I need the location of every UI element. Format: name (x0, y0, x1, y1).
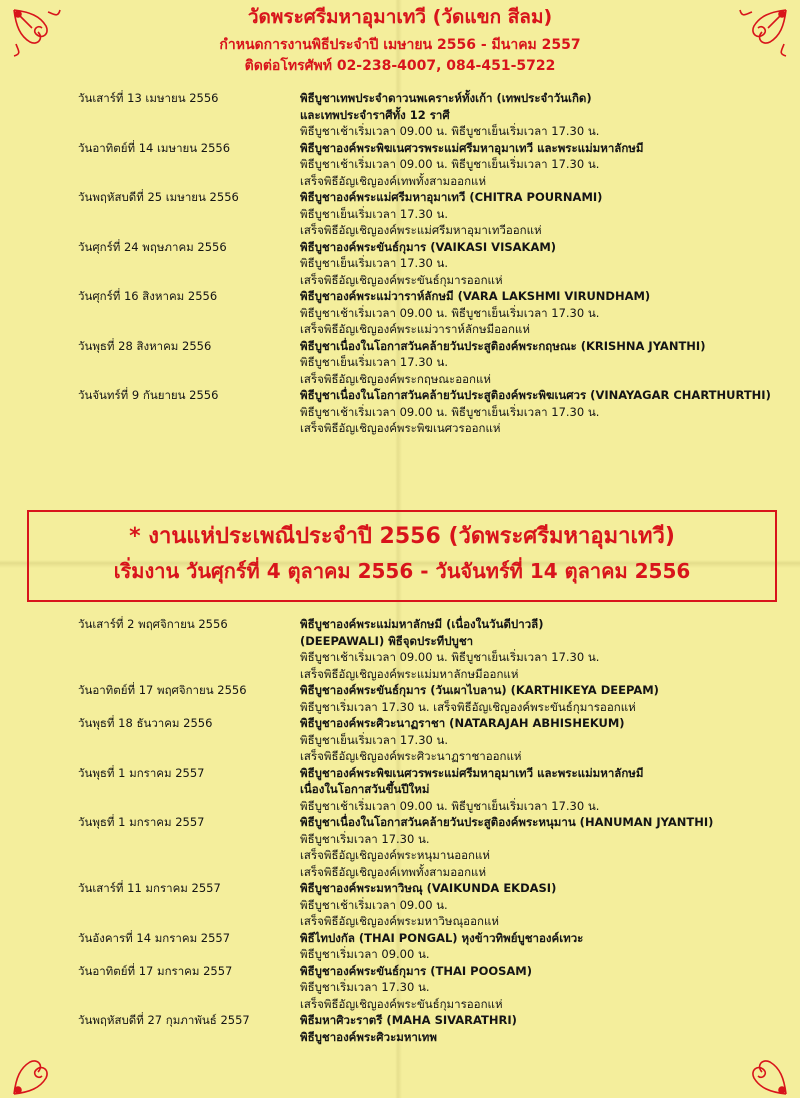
event-time-note: พิธีบูชาเช้าเริ่มเวลา 09.00 น. พิธีบูชาเย็นเริ่มเวลา 17.30 น. (300, 650, 600, 664)
events-list-before-festival (0, 90, 800, 437)
event-time-note: เสร็จพิธีอัญเชิญองค์พระขันธ์กุมารออกแห่ (300, 272, 503, 287)
event-time-note: เสร็จพิธีอัญเชิญองค์พระมหาวิษณุออกแห่ (300, 914, 499, 928)
page-header (0, 4, 800, 76)
event-ceremony-name: พิธีบูชาองค์พระพิฆเนศวรพระแม่ศรีมหาอุมาเทวี และพระแม่มหาลักษมี (300, 765, 644, 780)
temple-title: วัดพระศรีมหาอุมาเทวี (วัดแขก สีลม) (247, 6, 553, 28)
event-time-note: พิธีบูชาเช้าเริ่มเวลา 09.00 น. (300, 897, 448, 912)
event-details (300, 140, 800, 190)
event-date: วันพุธที่ 1 มกราคม 2557 (78, 815, 205, 829)
event-details (300, 338, 800, 388)
event-details (300, 814, 800, 880)
event-date: วันอาทิตย์ที่ 17 พฤศจิกายน 2556 (78, 683, 247, 697)
event-date: วันอาทิตย์ที่ 17 มกราคม 2557 (78, 963, 233, 978)
event-time-note: พิธีบูชาเริ่มเวลา 17.30 น. (300, 980, 430, 994)
event-time-note: เสร็จพิธีอัญเชิญองค์พระศิวะนาฏราชาออกแห่ (300, 749, 522, 763)
event-date: วันจันทร์ที่ 9 กันยายน 2556 (78, 388, 219, 402)
event-ceremony-name: พิธีบูชาเนื่องในโอกาสวันคล้ายวันประสูติองค์พระหนุมาน (HANUMAN JYANTHI) (300, 815, 714, 829)
event-date: วันพุธที่ 28 สิงหาคม 2556 (78, 338, 212, 353)
event-details (300, 930, 800, 963)
event-date: วันพฤหัสบดีที่ 25 เมษายน 2556 (78, 190, 239, 204)
event-item (0, 1012, 800, 1045)
event-ceremony-name: พิธีบูชาองค์พระขันธ์กุมาร (THAI POOSAM) (300, 963, 533, 978)
event-ceremony-name: พิธีบูชาองค์พระขันธ์กุมาร (VAIKASI VISAKAM) (300, 239, 557, 254)
event-ceremony-name: พิธีบูชาองค์พระพิฆเนศวรพระแม่ศรีมหาอุมาเทวี และพระแม่มหาลักษมี (300, 140, 644, 155)
event-details (300, 288, 800, 338)
event-ceremony-name: พิธีบูชาเนื่องในโอกาสวันคล้ายวันประสูติองค์พระกฤษณะ (KRISHNA JYANTHI) (300, 338, 706, 353)
event-item (0, 930, 800, 963)
event-time-note: เสร็จพิธีอัญเชิญองค์พระแม่ศรีมหาอุมาเทวีออกแห่ (300, 223, 542, 237)
event-details (300, 387, 800, 437)
event-date: วันเสาร์ที่ 13 เมษายน 2556 (78, 91, 219, 105)
event-time-note: พิธีบูชาเย็นเริ่มเวลา 17.30 น. (300, 355, 449, 369)
event-date: วันศุกร์ที่ 16 สิงหาคม 2556 (78, 289, 218, 303)
event-ceremony-name: เนื่องในโอกาสวันขึ้นปีใหม่ (300, 782, 430, 796)
event-details (300, 880, 800, 930)
event-details (300, 682, 800, 715)
event-time-note: เสร็จพิธีอัญเชิญองค์พระหนุมานออกแห่ (300, 848, 490, 862)
event-date: วันอาทิตย์ที่ 14 เมษายน 2556 (78, 140, 231, 155)
event-time-note: พิธีบูชาเย็นเริ่มเวลา 17.30 น. (300, 732, 449, 747)
festival-banner (27, 510, 777, 602)
event-time-note: พิธีบูชาเริ่มเวลา 17.30 น. เสร็จพิธีอัญเชิญองค์พระขันธ์กุมารออกแห่ (300, 699, 636, 714)
event-date: วันพฤหัสบดีที่ 27 กุมภาพันธ์ 2557 (78, 1013, 250, 1027)
event-ceremony-name: พิธีไทปงกัล (THAI PONGAL) หุงข้าวทิพย์บูชาองค์เทวะ (300, 930, 584, 945)
event-details (300, 239, 800, 289)
event-item (0, 288, 800, 338)
event-ceremony-name: พิธีบูชาองค์พระแม่มหาลักษมี (เนื่องในวันดีปาวลี) (300, 617, 544, 631)
event-item (0, 765, 800, 815)
event-ceremony-name: พิธีบูชาเทพประจำดาวนพเคราะห์ทั้งเก้า (เทพประจำวันเกิด) (300, 91, 592, 105)
event-item (0, 616, 800, 682)
event-date: วันพุธที่ 1 มกราคม 2557 (78, 765, 205, 780)
contact-phone: ติดต่อโทรศัพท์ 02-238-4007, 084-451-5722 (244, 58, 556, 74)
event-item (0, 140, 800, 190)
event-ceremony-name: พิธีบูชาองค์พระมหาวิษณุ (VAIKUNDA EKDASI) (300, 881, 557, 895)
event-details (300, 963, 800, 1013)
event-item (0, 338, 800, 388)
event-details (300, 715, 800, 765)
event-ceremony-name: พิธีบูชาองค์พระแม่วาราห์ลักษมี (VARA LAKSHMI VIRUNDHAM) (300, 289, 651, 303)
event-item (0, 880, 800, 930)
event-time-note: เสร็จพิธีอัญเชิญองค์พระแม่มหาลักษมีออกแห่ (300, 666, 519, 681)
event-ceremony-name: และเทพประจำราศีทั้ง 12 ราศี (300, 107, 450, 122)
event-time-note: เสร็จพิธีอัญเชิญองค์เทพทั้งสามออกแห่ (300, 173, 487, 188)
event-time-note: พิธีบูชาเช้าเริ่มเวลา 09.00 น. พิธีบูชาเย็นเริ่มเวลา 17.30 น. (300, 798, 600, 813)
event-time-note: พิธีบูชาเช้าเริ่มเวลา 09.00 น. พิธีบูชาเย็นเริ่มเวลา 17.30 น. (300, 404, 600, 419)
event-time-note: พิธีบูชาเช้าเริ่มเวลา 09.00 น. พิธีบูชาเย็นเริ่มเวลา 17.30 น. (300, 157, 600, 171)
events-list-after-festival (0, 616, 800, 1045)
event-time-note: พิธีบูชาเย็นเริ่มเวลา 17.30 น. (300, 206, 449, 221)
event-date: วันศุกร์ที่ 24 พฤษภาคม 2556 (78, 239, 227, 254)
event-time-note: พิธีบูชาเช้าเริ่มเวลา 09.00 น. พิธีบูชาเย็นเริ่มเวลา 17.30 น. (300, 124, 600, 138)
event-date: วันพุธที่ 18 ธันวาคม 2556 (78, 716, 213, 730)
event-ceremony-name: พิธีบูชาองค์พระศิวะมหาเทพ (300, 1029, 437, 1044)
event-item (0, 715, 800, 765)
event-time-note: เสร็จพิธีอัญเชิญองค์พระพิฆเนศวรออกแห่ (300, 421, 501, 435)
event-item (0, 90, 800, 140)
event-item (0, 387, 800, 437)
event-details (300, 189, 800, 239)
event-time-note: พิธีบูชาเย็นเริ่มเวลา 17.30 น. (300, 256, 449, 270)
event-details (300, 1012, 800, 1045)
festival-banner-dates: เริ่มงาน วันศุกร์ที่ 4 ตุลาคม 2556 - วันจันทร์ที่ 14 ตุลาคม 2556 (113, 559, 691, 583)
event-ceremony-name: พิธีบูชาองค์พระศิวะนาฏราชา (NATARAJAH ABHISHEKUM) (300, 716, 625, 730)
corner-ornament-icon (10, 1044, 64, 1098)
event-ceremony-name: (DEEPAWALI) พิธีจุดประทีปบูชา (300, 633, 474, 648)
event-item (0, 189, 800, 239)
event-date: วันเสาร์ที่ 11 มกราคม 2557 (78, 881, 221, 895)
event-item (0, 682, 800, 715)
event-details (300, 616, 800, 682)
event-time-note: พิธีบูชาเริ่มเวลา 09.00 น. (300, 947, 430, 961)
event-details (300, 90, 800, 140)
event-item (0, 814, 800, 880)
event-item (0, 239, 800, 289)
event-time-note: พิธีบูชาเริ่มเวลา 17.30 น. (300, 831, 430, 846)
event-ceremony-name: พิธีบูชาองค์พระขันธ์กุมาร (วันเผาไบลาน) (KARTHIKEYA DEEPAM) (300, 683, 659, 697)
festival-banner-title: * งานแห่ประเพณีประจำปี 2556 (วัดพระศรีมหาอุมาเทวี) (129, 524, 675, 549)
event-details (300, 765, 800, 815)
event-time-note: พิธีบูชาเช้าเริ่มเวลา 09.00 น. พิธีบูชาเย็นเริ่มเวลา 17.30 น. (300, 305, 600, 320)
event-time-note: เสร็จพิธีอัญเชิญองค์พระกฤษณะออกแห่ (300, 371, 491, 386)
event-ceremony-name: พิธีบูชาองค์พระแม่ศรีมหาอุมาเทวี (CHITRA POURNAMI) (300, 190, 603, 204)
event-item (0, 963, 800, 1013)
event-ceremony-name: พิธีมหาศิวะราตรี (MAHA SIVARATHRI) (300, 1013, 517, 1027)
corner-ornament-icon (736, 1044, 790, 1098)
event-ceremony-name: พิธีบูชาเนื่องในโอกาสวันคล้ายวันประสูติองค์พระพิฆเนศวร (VINAYAGAR CHARTHURTHI) (300, 388, 771, 402)
schedule-subtitle: กำหนดการงานพิธีประจำปี เมษายน 2556 - มีนาคม 2557 (219, 37, 581, 53)
event-date: วันเสาร์ที่ 2 พฤศจิกายน 2556 (78, 617, 228, 631)
event-time-note: เสร็จพิธีอัญเชิญองค์เทพทั้งสามออกแห่ (300, 864, 487, 879)
event-date: วันอังคารที่ 14 มกราคม 2557 (78, 930, 231, 945)
event-time-note: เสร็จพิธีอัญเชิญองค์พระแม่วาราห์ลักษมีออกแห่ (300, 322, 530, 336)
event-time-note: เสร็จพิธีอัญเชิญองค์พระขันธ์กุมารออกแห่ (300, 996, 503, 1011)
